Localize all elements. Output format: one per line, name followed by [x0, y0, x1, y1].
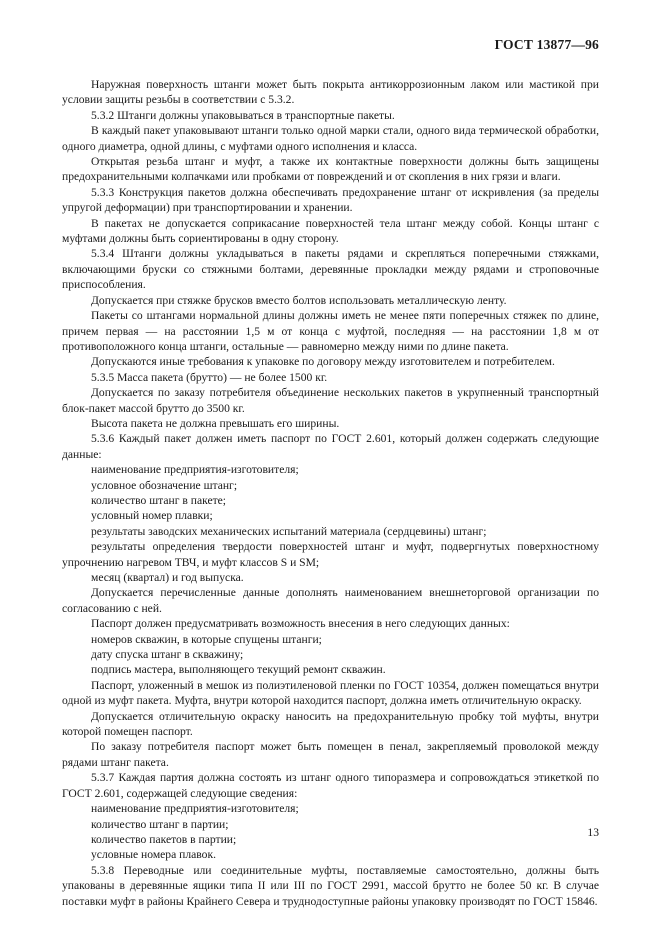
paragraph: В пакетах не допускается соприкасание поверхностей тела штанг между собой. Концы штанг с муфтами должны быть сориентированы в одну сторону. — [62, 216, 599, 246]
list-item: количество штанг в пакете; — [91, 493, 227, 507]
page-number: 13 — [587, 826, 599, 839]
document-body — [62, 77, 599, 909]
list-item: наименование предприятия-изготовителя; — [91, 463, 299, 477]
paragraph: 5.3.8 Переводные или соединительные муфты, поставляемые самостоятельно, должны быть упакованы в деревянные ящики типа II или III по ГОСТ 2991, массой брутто не более 50 кг. В случае поставки муфт в районы Крайнего Севера и труднодоступные районы упаковку производят по ГОСТ 15846. — [62, 863, 599, 908]
paragraph: 5.3.2 Штанги должны упаковываться в транспортные пакеты. — [91, 108, 395, 122]
paragraph: Допускается отличительную окраску наносить на предохранительную пробку той муфты, внутри которой помещен паспорт. — [62, 709, 599, 739]
list-item: наименование предприятия-изготовителя; — [91, 802, 299, 816]
paragraph: Паспорт, уложенный в мешок из полиэтиленовой пленки по ГОСТ 10354, должен помещаться внутри одной из муфт пакета. Муфта, внутри которой находится паспорт, должна иметь отличительную окраску. — [62, 678, 599, 708]
list-item: условные номера плавок. — [91, 848, 217, 862]
paragraph: Допускается при стяжке брусков вместо болтов использовать металлическую ленту. — [91, 293, 507, 307]
paragraph: 5.3.7 Каждая партия должна состоять из штанг одного типоразмера и сопровождаться этикеткой по ГОСТ 2.601, содержащей следующие сведения: — [62, 771, 599, 800]
list-item: условный номер плавки; — [91, 509, 213, 523]
paragraph: 5.3.3 Конструкция пакетов должна обеспечивать предохранение штанг от искривления (за пределы упругой деформации) при транспортировании и хранении. — [62, 185, 599, 215]
paragraph: 5.3.6 Каждый пакет должен иметь паспорт по ГОСТ 2.601, который должен содержать следующие данные: — [62, 432, 599, 461]
paragraph: Допускается перечисленные данные дополнять наименованием внешнеторговой организации по согласованию с ней. — [62, 586, 599, 615]
paragraph: 5.3.4 Штанги должны укладываться в пакеты рядами и скрепляться поперечными стяжками, включающими бруски со стяжными болтами, деревянные прокладки между рядами и строповочные приспособления. — [62, 247, 599, 292]
paragraph: Допускаются иные требования к упаковке по договору между изготовителем и потребителем. — [91, 355, 555, 369]
paragraph: 5.3.5 Масса пакета (брутто) — не более 1500 кг. — [91, 370, 328, 384]
list-item: результаты заводских механических испытаний материала (сердцевины) штанг; — [91, 524, 487, 538]
list-item: результаты определения твердости поверхностей штанг и муфт, подвергнутых поверхностному упрочнению нагревом ТВЧ, и муфт классов S и SM; — [62, 540, 599, 569]
paragraph: Открытая резьба штанг и муфт, а также их контактные поверхности должны быть защищены предохранительными колпачками или пробками от повреждений и от скопления в них грязи и влаги. — [62, 155, 599, 184]
list-item: количество пакетов в партии; — [91, 832, 237, 846]
paragraph: Наружная поверхность штанги может быть покрыта антикоррозионным лаком или мастикой при условии защиты резьбы в соответствии с 5.3.2. — [62, 78, 599, 107]
list-item: условное обозначение штанг; — [91, 478, 238, 492]
list-item: номеров скважин, в которые спущены штанги; — [91, 632, 322, 646]
list-item: количество штанг в партии; — [91, 817, 229, 831]
list-item: дату спуска штанг в скважину; — [91, 648, 244, 662]
paragraph: Допускается по заказу потребителя объединение нескольких пакетов в укрупненный транспортный блок-пакет массой брутто до 3500 кг. — [62, 386, 599, 415]
list-item: месяц (квартал) и год выпуска. — [91, 571, 244, 584]
list-item: подпись мастера, выполняющего текущий ремонт скважин. — [91, 663, 386, 677]
paragraph: В каждый пакет упаковывают штанги только одной марки стали, одного вида термической обработки, одного диаметра, одной длины, с муфтами одного исполнения и класса. — [62, 124, 599, 153]
paragraph: Высота пакета не должна превышать его ширины. — [91, 416, 340, 430]
paragraph: По заказу потребителя паспорт может быть помещен в пенал, закрепляемый проволокой между рядами штанг пакета. — [62, 740, 599, 769]
document-header: ГОСТ 13877—96 — [494, 37, 599, 52]
paragraph: Пакеты со штангами нормальной длины должны иметь не менее пяти поперечных стяжек по длине, причем первая — на расстоянии 1,5 м от конца с муфтой, последняя — на расстоянии 1,8 м от противоположного конца штанги, остальные — равномерно между ними по длине пакета. — [62, 309, 599, 353]
paragraph: Паспорт должен предусматривать возможность внесения в него следующих данных: — [91, 617, 510, 631]
